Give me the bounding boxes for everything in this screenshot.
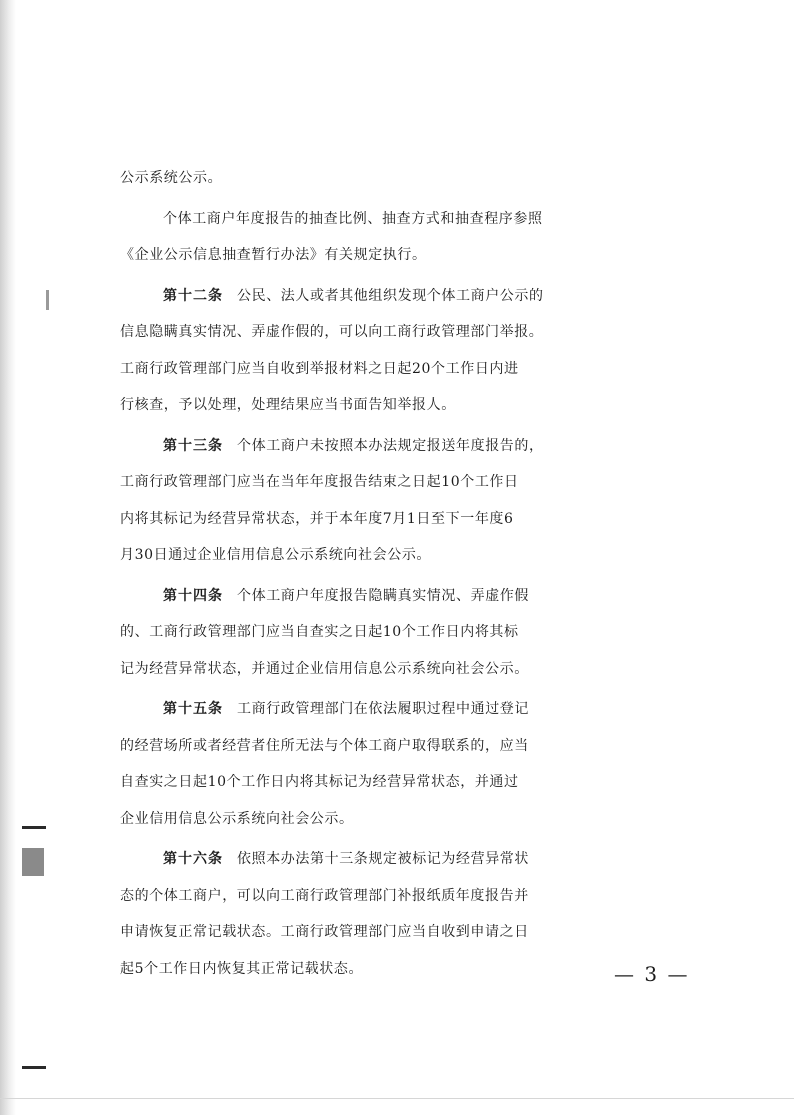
article-number: 第十四条: [163, 587, 223, 604]
page-number: — 3 —: [614, 962, 690, 986]
article-paragraph: [120, 278, 700, 424]
text-line: [120, 201, 700, 238]
binding-mark: [22, 826, 46, 829]
line-text: 内将其标记为经营异常状态，并于本年度7月1日至下一年度6: [120, 510, 514, 527]
line-text: 公民、法人或者其他组织发现个体工商户公示的: [237, 287, 544, 304]
article-number: 第十三条: [163, 437, 223, 454]
line-text: 依照本办法第十三条规定被标记为经营异常状: [237, 851, 529, 867]
text-line: [120, 801, 700, 838]
text-line: [120, 537, 700, 574]
text-line: [120, 728, 700, 765]
line-text: 工商行政管理部门应当自收到举报材料之日起20个工作日内进: [120, 360, 519, 377]
binding-mark: [22, 848, 44, 876]
text-line: [120, 614, 700, 651]
paragraph: [120, 160, 700, 197]
line-text: 态的个体工商户，可以向工商行政管理部门补报纸质年度报告并: [120, 887, 529, 904]
line-text: 信息隐瞒真实情况、弄虚作假的，可以向工商行政管理部门举报。: [120, 324, 544, 340]
line-text: 月30日通过企业信用信息公示系统向社会公示。: [120, 547, 432, 563]
scan-edge-shadow: [0, 0, 16, 1115]
text-line: [120, 387, 700, 424]
line-text: 个体工商户年度报告的抽查比例、抽查方式和抽查程序参照: [163, 210, 543, 227]
text-line: [120, 160, 700, 197]
article-paragraph: [120, 841, 700, 987]
line-text: 《企业公示信息抽查暂行办法》有关规定执行。: [120, 247, 427, 263]
text-line: [120, 691, 700, 728]
line-text: 起5个工作日内恢复其正常记载状态。: [120, 960, 364, 977]
line-text: 的经营场所或者经营者住所无法与个体工商户取得联系的，应当: [120, 737, 529, 754]
text-line: [120, 914, 700, 951]
line-text: 自查实之日起10个工作日内将其标记为经营异常状态，并通过: [120, 774, 519, 790]
line-text: 个体工商户年度报告隐瞒真实情况、弄虚作假: [237, 587, 529, 604]
text-line: [120, 278, 700, 315]
line-text: 个体工商户未按照本办法规定报送年度报告的，: [237, 437, 544, 454]
text-line: [120, 314, 700, 351]
text-line: [120, 501, 700, 538]
paragraph: [120, 201, 700, 274]
document-body: [120, 160, 700, 987]
line-text: 工商行政管理部门在依法履职过程中通过登记: [237, 701, 529, 717]
binding-mark: [22, 1066, 46, 1069]
line-text: 行核查，予以处理，处理结果应当书面告知举报人。: [120, 397, 456, 413]
text-line: [120, 428, 700, 465]
scan-mark: [46, 290, 49, 310]
text-line: [120, 764, 700, 801]
line-text: 申请恢复正常记载状态。工商行政管理部门应当自收到申请之日: [120, 924, 529, 940]
text-line: [120, 841, 700, 878]
line-text: 企业信用信息公示系统向社会公示。: [120, 810, 354, 827]
text-line: [120, 351, 700, 388]
text-line: [120, 237, 700, 274]
text-line: [120, 464, 700, 501]
line-text: 公示系统公示。: [120, 170, 223, 186]
article-paragraph: [120, 578, 700, 688]
article-number: 第十二条: [163, 287, 223, 304]
line-text: 记为经营异常状态，并通过企业信用信息公示系统向社会公示。: [120, 660, 529, 677]
article-number: 第十五条: [163, 701, 223, 717]
page-bottom-edge: [0, 1098, 794, 1099]
line-text: 工商行政管理部门应当在当年年度报告结束之日起10个工作日: [120, 474, 519, 490]
text-line: [120, 951, 700, 988]
article-number: 第十六条: [163, 851, 223, 867]
article-paragraph: [120, 428, 700, 574]
text-line: [120, 578, 700, 615]
text-line: [120, 651, 700, 688]
text-line: [120, 878, 700, 915]
article-paragraph: [120, 691, 700, 837]
line-text: 的、工商行政管理部门应当自查实之日起10个工作日内将其标: [120, 624, 519, 640]
